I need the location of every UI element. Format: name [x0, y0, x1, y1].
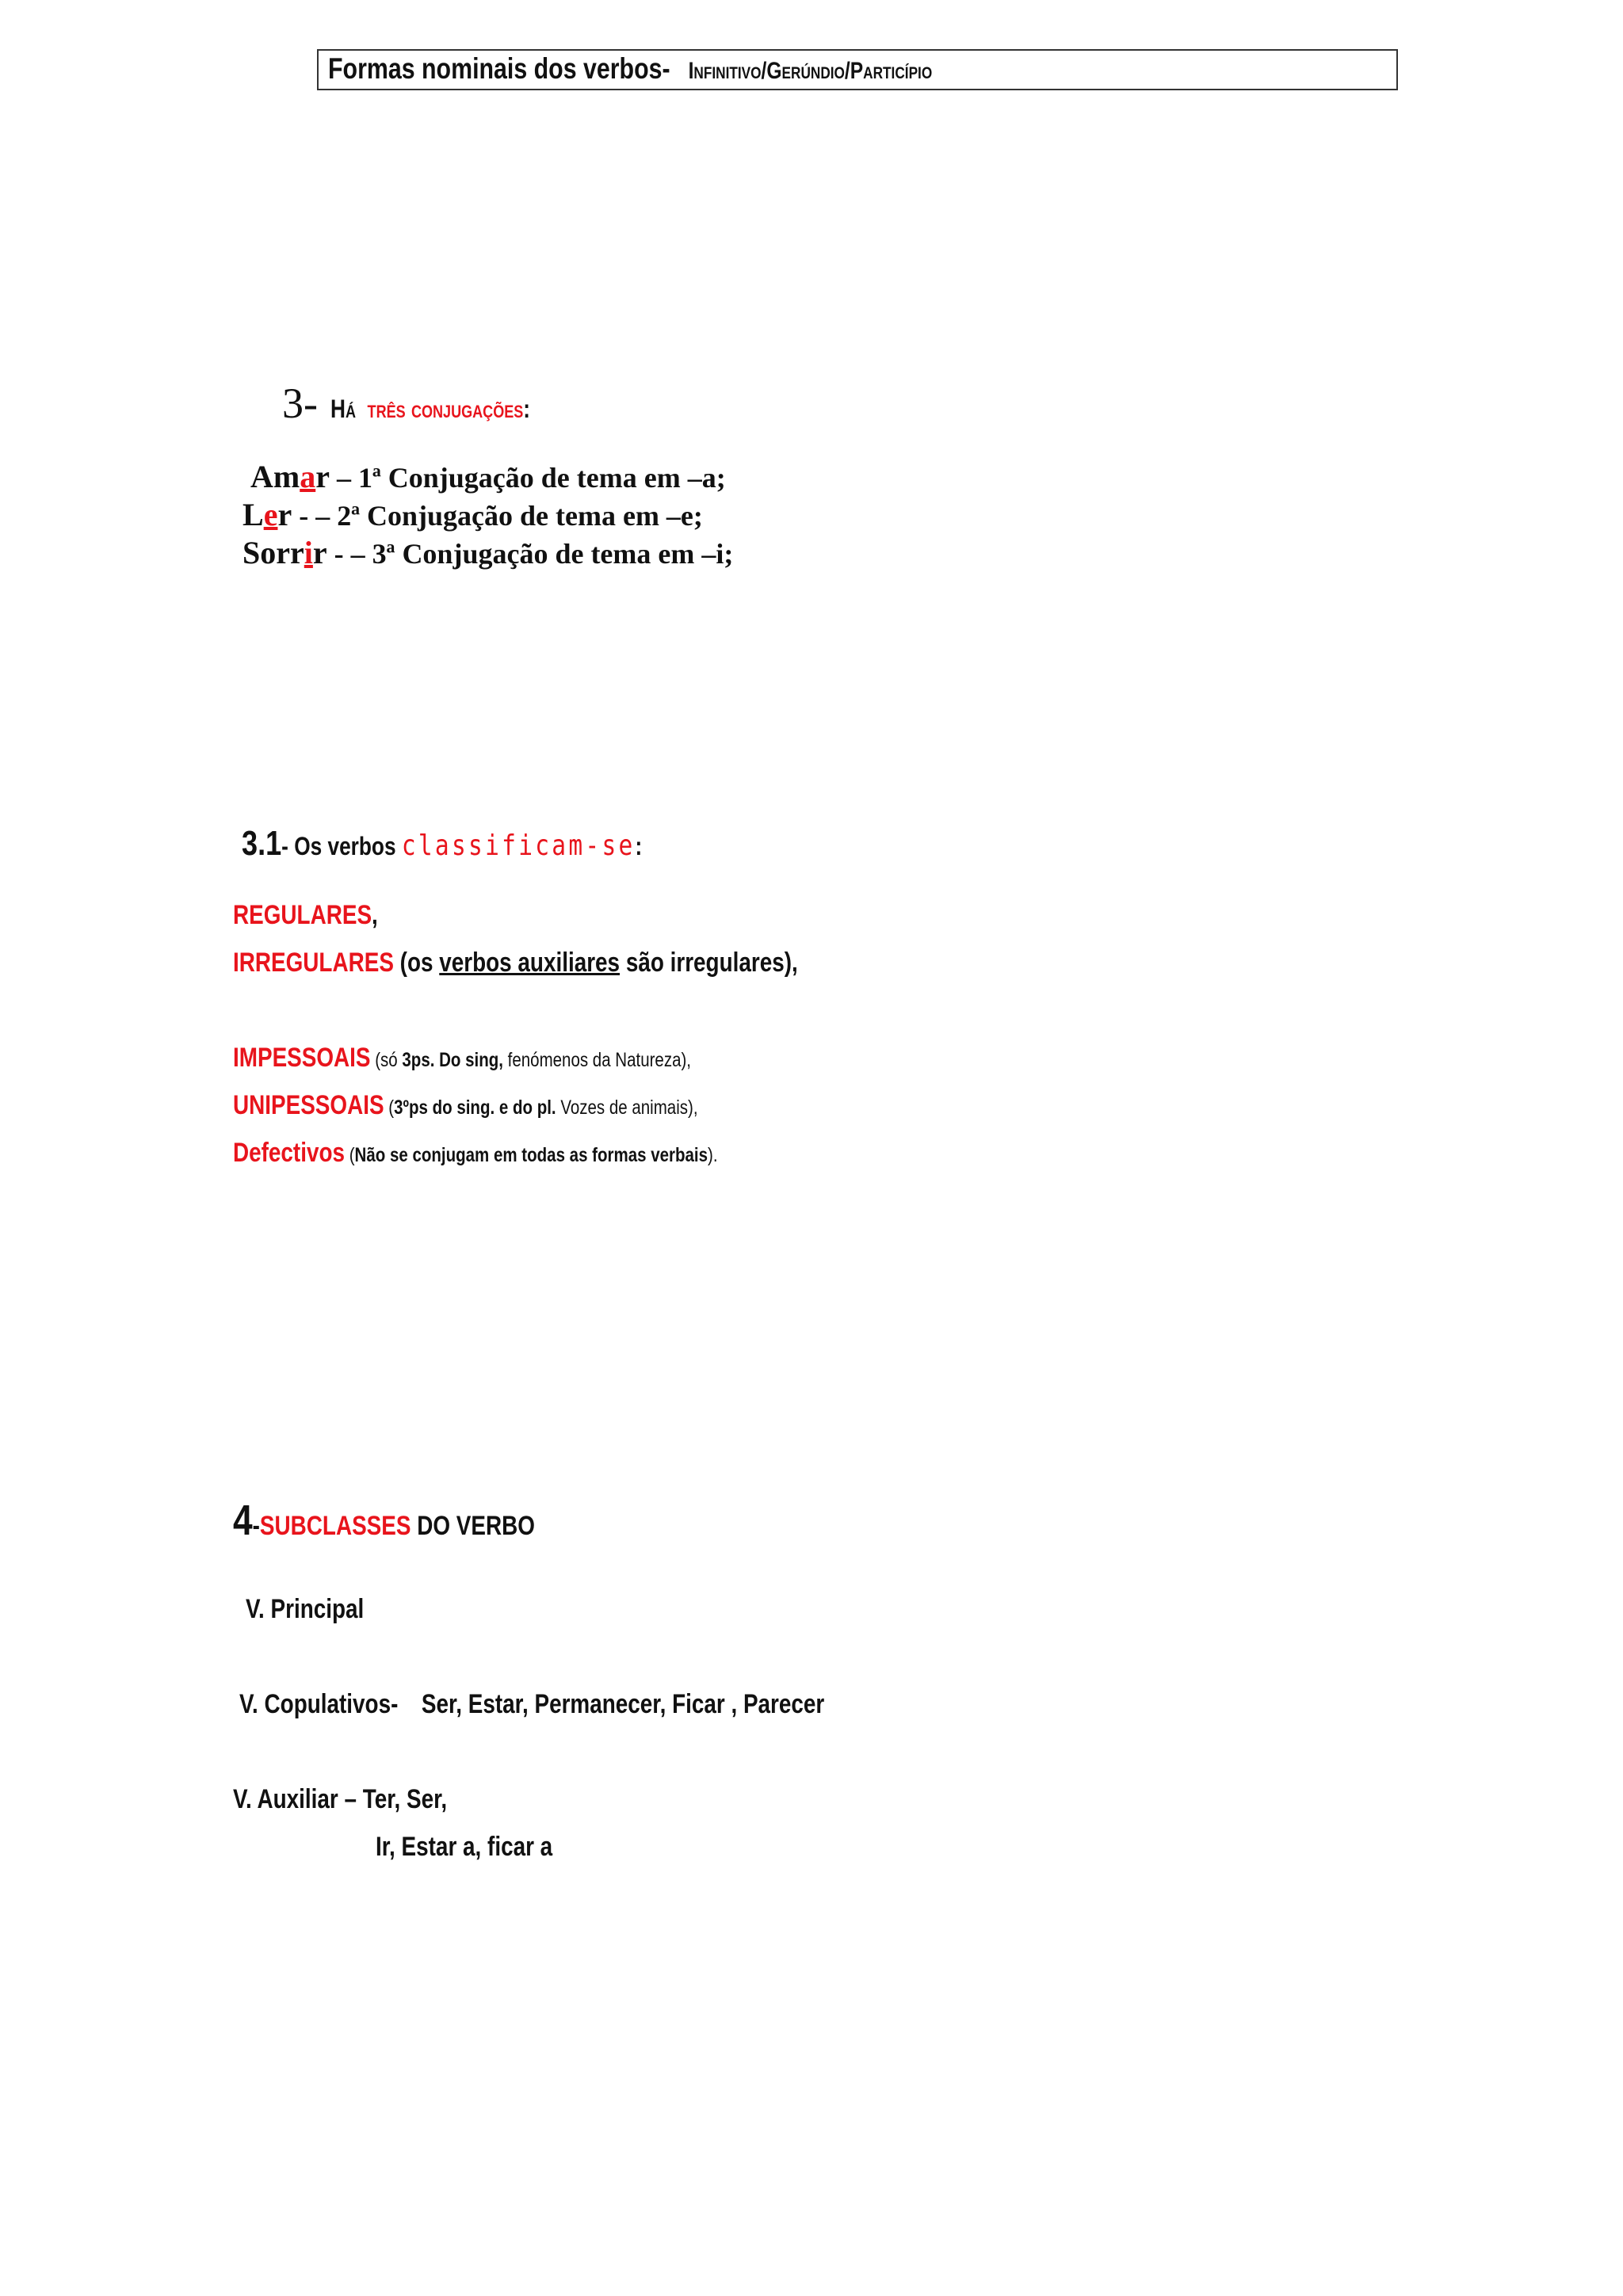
- verb-part: Sorr: [242, 535, 304, 570]
- theme-vowel: i: [304, 535, 313, 570]
- section-3-title-red: três conjugações: [367, 395, 524, 423]
- section-3-colon: :: [523, 395, 531, 423]
- class-regulares: [233, 900, 410, 931]
- conjugation-desc: – 1ª Conjugação de tema em –a;: [329, 462, 726, 494]
- subclass-principal-text: V. Principal: [246, 1594, 365, 1624]
- class-irregulares: [233, 948, 922, 978]
- class-text: (os: [393, 948, 440, 978]
- verb-part: r: [277, 497, 292, 532]
- verb-part: r: [315, 459, 330, 494]
- class-wrap: [233, 1138, 718, 1169]
- section-3-1-wrap: [242, 824, 642, 864]
- class-note: (: [345, 1144, 355, 1166]
- title-subtitle: Infinitivo/Gerúndio/Particípio: [688, 58, 933, 84]
- class-wrap: [233, 1090, 698, 1121]
- subclass-principal: [246, 1594, 390, 1625]
- section-3-1-number: 3.1: [242, 824, 282, 863]
- subclass-copulativos-verbs: Ser, Estar, Permanecer, Ficar , Parecer: [421, 1689, 825, 1719]
- class-defectivos: [233, 1138, 824, 1169]
- section-4-heading: [233, 1496, 601, 1545]
- class-wrap: [233, 1043, 691, 1074]
- verb-ler: [242, 497, 292, 532]
- section-3-1-colon: :: [635, 832, 643, 860]
- class-impessoais: [233, 1043, 792, 1074]
- subclass-copulativos-label: V. Copulativos-: [239, 1689, 399, 1719]
- section-4-number: 4: [233, 1497, 253, 1544]
- class-note-bold: Não se conjugam em todas as formas verbais: [354, 1144, 708, 1166]
- verb-part: r: [312, 535, 327, 570]
- subclass-copulativos: [239, 1689, 953, 1720]
- class-label: UNIPESSOAIS: [233, 1090, 384, 1120]
- document-title: [328, 52, 1065, 86]
- class-label: IRREGULARES: [233, 948, 394, 978]
- class-label: REGULARES: [233, 900, 372, 930]
- class-wrap: [233, 900, 378, 931]
- section-3-number: 3-: [282, 379, 318, 427]
- subclass-auxiliar-continued: [376, 1832, 591, 1863]
- verb-amar: [250, 459, 330, 494]
- class-label: Defectivos: [233, 1138, 346, 1168]
- class-unipessoais: [233, 1090, 800, 1121]
- conjugation-desc: - – 2ª Conjugação de tema em –e;: [292, 500, 703, 532]
- conjugation-desc: - – 3ª Conjugação de tema em –i;: [327, 538, 734, 570]
- title-main: Formas nominais dos verbos-: [328, 52, 670, 85]
- subclass-auxiliar-line-1: V. Auxiliar – Ter, Ser,: [233, 1784, 448, 1814]
- section-3-1-heading: [242, 824, 730, 864]
- class-note-bold: 3ps. Do sing,: [402, 1049, 503, 1071]
- section-3-1-lead: - Os verbos: [281, 832, 402, 860]
- subclass-auxiliar: [233, 1784, 495, 1815]
- verb-part: Am: [250, 459, 300, 494]
- section-3-1-red: classificam-se: [401, 830, 636, 862]
- section-4-red: SUBCLASSES: [259, 1511, 411, 1541]
- section-3-title-black: Há: [330, 395, 357, 423]
- section-4-wrap: [233, 1496, 535, 1545]
- theme-vowel: e: [263, 497, 278, 532]
- class-note: (só: [370, 1049, 403, 1071]
- section-4-dash: -: [252, 1511, 260, 1541]
- conjugation-row-2: [242, 496, 703, 533]
- conjugation-row-3: [242, 534, 733, 571]
- class-note: ).: [708, 1144, 718, 1166]
- class-text: são irregulares),: [620, 948, 798, 978]
- theme-vowel: a: [300, 459, 316, 494]
- subclass-auxiliar-line-2: Ir, Estar a, ficar a: [376, 1832, 553, 1862]
- section-3-heading: [282, 379, 575, 428]
- class-note: (: [384, 1097, 395, 1119]
- class-punct: ,: [372, 900, 378, 930]
- class-note-bold: 3ºps do sing. e do pl.: [394, 1097, 556, 1119]
- title-wrap: [328, 52, 932, 86]
- class-wrap: [233, 948, 798, 978]
- class-note: fenómenos da Natureza),: [502, 1049, 692, 1071]
- conjugation-row-1: [250, 458, 726, 495]
- verb-part: L: [242, 497, 264, 532]
- verb-sorrir: [242, 535, 327, 570]
- class-label: IMPESSOAIS: [233, 1043, 371, 1073]
- subclass-wrap: [239, 1689, 824, 1720]
- section-3-title: [330, 395, 530, 424]
- section-4-rest: DO VERBO: [411, 1511, 535, 1541]
- class-note: Vozes de animais),: [556, 1097, 698, 1119]
- auxiliary-verbs-underlined: verbos auxiliares: [439, 948, 621, 978]
